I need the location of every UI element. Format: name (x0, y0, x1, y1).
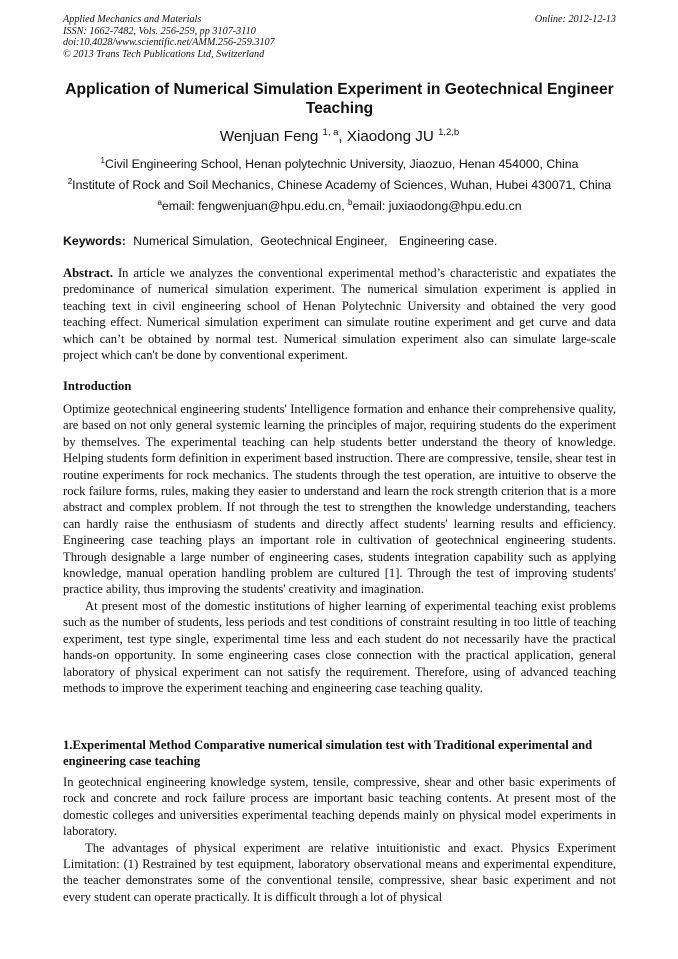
email-a: email: fengwenjuan@hpu.edu.cn, (161, 199, 349, 214)
introduction-heading: Introduction (63, 379, 132, 393)
email-line (63, 198, 616, 213)
section-1-heading: 1.Experimental Method Comparative numerical simulation test with Traditional experimental and engineering case teaching (63, 738, 593, 769)
author-2: Xiaodong JU (346, 128, 434, 146)
keyword: Engineering case. (398, 234, 498, 248)
paragraph: The advantages of physical experiment are relative intuitionistic and exact. Physics Experiment Limitation: (1) Restrained by test equipment, laboratory observational means and experimental expenditure, the teacher demonstrates some of the conventional tensile, compressive, shear basic experiment and not every student can operate practically. It is difficult through a lot of physical (63, 840, 616, 904)
paragraph: Optimize geotechnical engineering students' Intelligence formation and enhance their comprehensive quality, are based on not only general systemic learning the principles of major, requiring students do the experiment by themselves. The experimental teaching can help students better understand the theory of knowledge. Helping students form definition in experiment based instruction. There are compressive, tensile, shear test in routine experiments for rock mechanics. The students through the test operation, are intuitive to observe the rock failure forms, rules, making they easier to understand and learn the rock strength criterion that is a more abstract and complex problem. If not through the test to strengthen the knowledge understanding, teachers can hardly raise the enthusiasm of students and directly affect students' learning results and efficiency. Engineering case teaching plays an important role in cultivation of geotechnical engineering students. Through designable a large number of engineering cases, students integration capability such as applying knowledge, manual operation handling problem are cultured [1]. Through the test of improving students' practice ability, thus improving the students' creativity and imagination. (63, 402, 616, 597)
keyword: Numerical Simulation, (133, 234, 253, 248)
author-1-affiliation-mark: 1, a (322, 127, 339, 138)
keywords-label: Keywords: (63, 234, 126, 248)
paragraph: In geotechnical engineering knowledge system, tensile, compressive, shear and other basic experiments of rock and concrete and rock failure process are important basic teaching contents. At present most of the domestic colleges and universities experimental teaching depends mainly on physical model experiments in laboratory. (63, 775, 616, 839)
author-2-affiliation-mark: 1,2,b (438, 127, 460, 138)
section-1-body (63, 774, 616, 905)
online-date: Online: 2012-12-13 (534, 14, 616, 25)
affiliation-2 (63, 177, 616, 192)
abstract-text: In article we analyzes the conventional experimental method’s characteristic and expatiates the predominance of numerical simulation experiment. The numerical simulation experiment is applied in teaching text in civil engineering school of Henan Polytechnic University and obtained the very good teaching effect. Numerical simulation experiment can simulate routine experiment and get curve and data which can’t be obtained by normal test. Numerical simulation experiment also can simulate large-scale project which can't be done by conventional experiment. (63, 266, 616, 363)
issn-line: ISSN: 1662-7482, Vols. 256-259, pp 3107-3110 (63, 25, 256, 37)
copyright-line: © 2013 Trans Tech Publications Ltd, Switzerland (63, 48, 265, 60)
author-separator: , (338, 128, 347, 146)
paragraph: At present most of the domestic institutions of higher learning of experimental teaching exist problems such as the number of students, less periods and test conditions of constraint resulting in too little of teaching experiment, test type single, experimental time less and each student do not necessarily have the practical hands-on opportunity. In some engineering cases close connection with the practical application, general laboratory of physical experiment can not satisfy the requirement. Therefore, using of advanced teaching methods to improve the experiment teaching and engineering case teaching quality. (63, 598, 616, 695)
affiliation-2-mark: 2 (67, 177, 73, 186)
abstract-label: Abstract. (63, 266, 114, 280)
email-a-mark: a (157, 198, 162, 207)
email-b: email: juxiaodong@hpu.edu.cn (352, 199, 522, 214)
abstract (63, 265, 616, 363)
doi-line: doi:10.4028/www.scientific.net/AMM.256-259.3107 (63, 37, 275, 49)
keywords-line (63, 234, 616, 248)
author-1: Wenjuan Feng (219, 128, 319, 146)
affiliation-1-text: Civil Engineering School, Henan polytechnic University, Jiaozuo, Henan 454000, China (104, 157, 579, 172)
journal-name: Applied Mechanics and Materials (63, 14, 202, 25)
paper-title: Application of Numerical Simulation Experiment in Geotechnical Engineer Teaching (65, 81, 614, 117)
introduction-body (63, 401, 616, 696)
affiliation-1-mark: 1 (100, 156, 105, 165)
author-line (63, 127, 616, 145)
affiliation-2-text: Institute of Rock and Soil Mechanics, Chinese Academy of Sciences, Wuhan, Hubei 430071, China (72, 178, 612, 193)
email-b-mark: b (348, 198, 353, 207)
journal-header (63, 14, 616, 60)
affiliation-1 (63, 156, 616, 171)
keyword: Geotechnical Engineer, (260, 234, 388, 248)
